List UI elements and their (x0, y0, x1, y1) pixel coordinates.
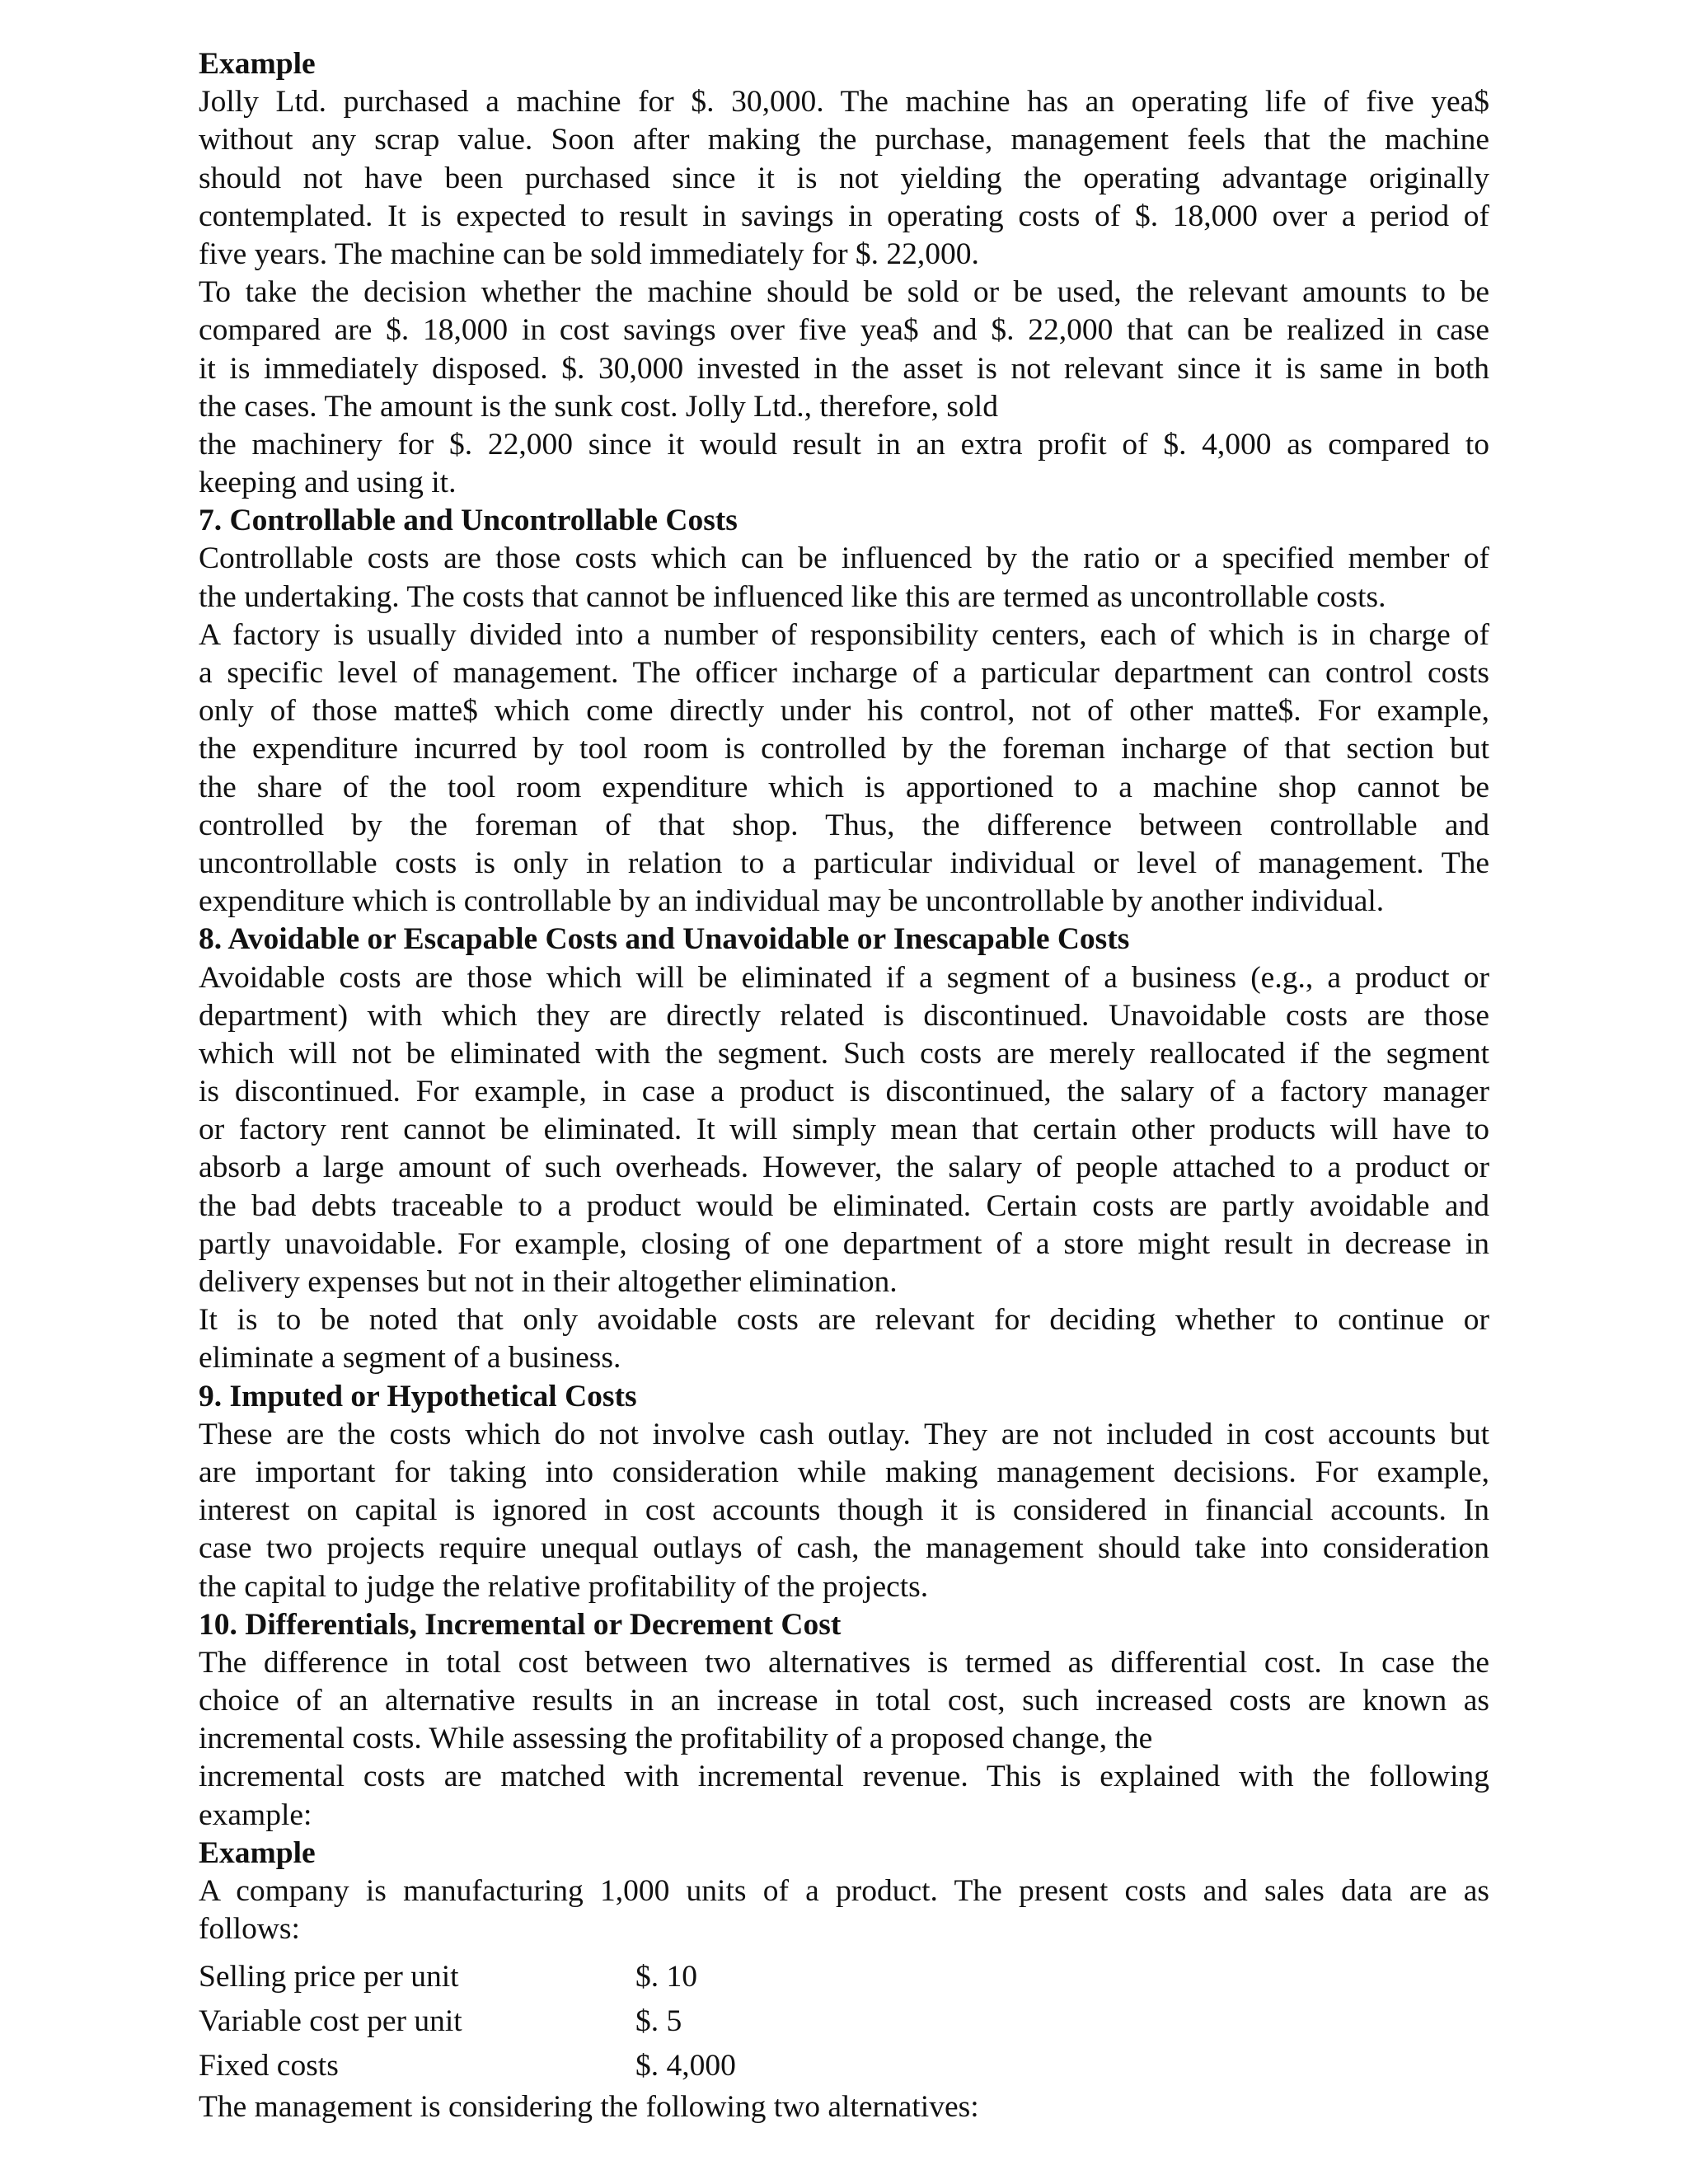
paragraph-line: expenditure which is controllable by an individual may be uncontrollable by another individual. (199, 884, 1385, 919)
cost-value: $. 5 (635, 2004, 682, 2039)
paragraph-line: the undertaking. The costs that cannot be influenced like this are termed as uncontrollable costs. (199, 579, 1386, 614)
paragraph-line: without any scrap value. Soon after making the purchase, management feels that the machine (199, 123, 1489, 157)
paragraph-line: the bad debts traceable to a product would be eliminated. Certain costs are partly avoidable and (199, 1188, 1489, 1223)
paragraph-line: Avoidable costs are those which will be eliminated if a segment of a business (e.g., a product or (199, 960, 1489, 995)
paragraph-line: the share of the tool room expenditure which is apportioned to a machine shop cannot be (199, 770, 1489, 804)
paragraph-line: the capital to judge the relative profitability of the projects. (199, 1569, 929, 1604)
paragraph-line: department) with which they are directly related is discontinued. Unavoidable costs are those (199, 998, 1489, 1033)
section-heading: Example (199, 1835, 316, 1870)
paragraph-line: The difference in total cost between two alternatives is termed as differential cost. In case the (199, 1645, 1489, 1680)
paragraph-line: it is immediately disposed. $. 30,000 invested in the asset is not relevant since it is same in both (199, 351, 1489, 386)
paragraph-line: incremental costs. While assessing the profitability of a proposed change, the (199, 1722, 1153, 1756)
paragraph-line: case two projects require unequal outlays of cash, the management should take into consideration (199, 1531, 1489, 1566)
paragraph-line: example: (199, 1797, 312, 1832)
paragraph-line: incremental costs are matched with incremental revenue. This is explained with the following (199, 1760, 1489, 1794)
closing-line: The management is considering the following two alternatives: (199, 2090, 979, 2125)
paragraph-line: Controllable costs are those costs which can be influenced by the ratio or a specified member of (199, 541, 1489, 576)
paragraph-line: which will not be eliminated with the segment. Such costs are merely reallocated if the segment (199, 1036, 1489, 1071)
cost-data-table (199, 1955, 1489, 2088)
paragraph-line: contemplated. It is expected to result in savings in operating costs of $. 18,000 over a period of (199, 199, 1489, 233)
section-heading: 8. Avoidable or Escapable Costs and Unavoidable or Inescapable Costs (199, 922, 1130, 957)
cost-value: $. 4,000 (635, 2049, 736, 2083)
paragraph-line: a specific level of management. The officer incharge of a particular department can control costs (199, 656, 1489, 690)
paragraph-line: is discontinued. For example, in case a product is discontinued, the salary of a factory manager (199, 1075, 1489, 1109)
paragraph-line: keeping and using it. (199, 466, 457, 500)
document-body (199, 45, 1489, 1948)
paragraph-line: partly unavoidable. For example, closing of one department of a store might result in decrease in (199, 1226, 1489, 1261)
paragraph-line: controlled by the foreman of that shop. Thus, the difference between controllable and (199, 808, 1489, 842)
paragraph-line: It is to be noted that only avoidable costs are relevant for deciding whether to continue or (199, 1303, 1489, 1338)
section-heading: 10. Differentials, Incremental or Decrement Cost (199, 1607, 842, 1642)
paragraph-line: the machinery for $. 22,000 since it would result in an extra profit of $. 4,000 as compared to (199, 427, 1489, 462)
paragraph-line: A company is manufacturing 1,000 units of a product. The present costs and sales data are as (199, 1874, 1489, 1908)
paragraph-line: choice of an alternative results in an increase in total cost, such increased costs are known as (199, 1684, 1489, 1718)
paragraph-line: are important for taking into consideration while making management decisions. For example, (199, 1455, 1489, 1489)
paragraph-line: These are the costs which do not involve cash outlay. They are not included in cost accounts but (199, 1417, 1489, 1451)
cost-label: Selling price per unit (199, 1960, 459, 1994)
section-heading: Example (199, 47, 316, 81)
cost-value: $. 10 (635, 1960, 697, 1994)
paragraph-line: the expenditure incurred by tool room is controlled by the foreman incharge of that section but (199, 732, 1489, 766)
paragraph-line: Jolly Ltd. purchased a machine for $. 30,000. The machine has an operating life of five yea$ (199, 85, 1489, 120)
cost-table-row (199, 1999, 1489, 2044)
cost-table-row (199, 2044, 1489, 2088)
paragraph-line: uncontrollable costs is only in relation to a particular individual or level of management. The (199, 846, 1489, 880)
cost-label: Fixed costs (199, 2049, 339, 2083)
paragraph-line: the cases. The amount is the sunk cost. Jolly Ltd., therefore, sold (199, 389, 998, 424)
section-heading: 7. Controllable and Uncontrollable Costs (199, 504, 738, 538)
paragraph-line: follows: (199, 1912, 300, 1947)
paragraph-line: To take the decision whether the machine should be sold or be used, the relevant amounts to be (199, 275, 1489, 310)
paragraph-line: A factory is usually divided into a number of responsibility centers, each of which is in charge of (199, 617, 1489, 652)
paragraph-line: eliminate a segment of a business. (199, 1341, 621, 1376)
document-page (199, 45, 1489, 2127)
section-heading: 9. Imputed or Hypothetical Costs (199, 1379, 637, 1413)
paragraph-line: absorb a large amount of such overheads. However, the salary of people attached to a product or (199, 1151, 1489, 1185)
paragraph-line: interest on capital is ignored in cost accounts though it is considered in financial accounts. In (199, 1493, 1489, 1528)
paragraph-line: only of those matte$ which come directly under his control, not of other matte$. For example, (199, 694, 1489, 729)
cost-table-row (199, 1955, 1489, 1999)
paragraph-line: compared are $. 18,000 in cost savings over five yea$ and $. 22,000 that can be realized in case (199, 313, 1489, 348)
paragraph-line: should not have been purchased since it is not yielding the operating advantage originally (199, 161, 1489, 195)
cost-label: Variable cost per unit (199, 2004, 462, 2039)
paragraph-line: delivery expenses but not in their altogether elimination. (199, 1265, 898, 1299)
paragraph-line: or factory rent cannot be eliminated. It will simply mean that certain other products will have to (199, 1113, 1489, 1147)
paragraph-line: five years. The machine can be sold immediately for $. 22,000. (199, 237, 979, 271)
